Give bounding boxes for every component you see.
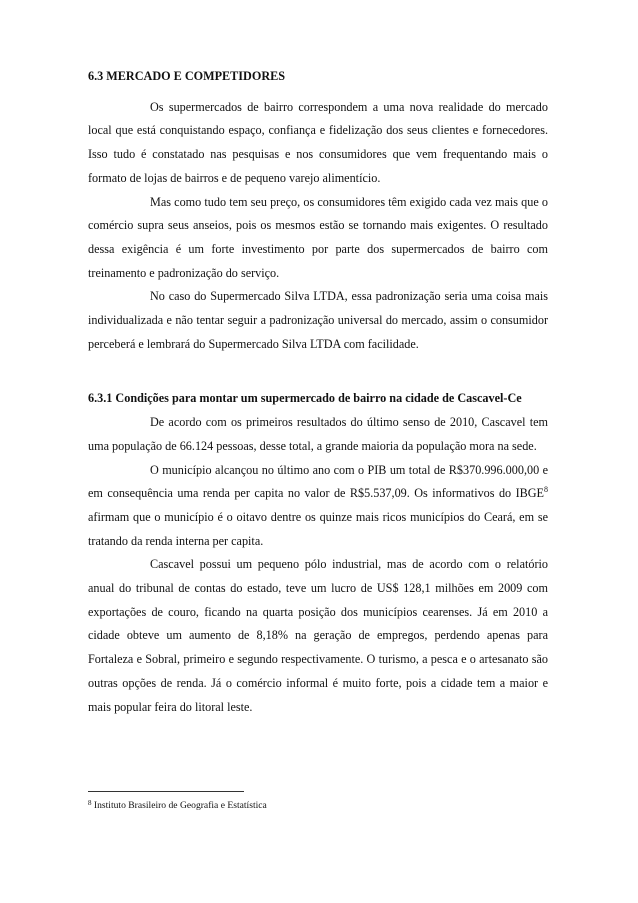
section-paragraph-1: Os supermercados de bairro correspondem a uma nova realidade do mercado local que está conquistando espaço, confiança e fidelização dos seus clientes e fornecedores. Isso tudo é constatado nas pesquisas e nos consumidores que vem frequentando mais o formato de lojas de bairros e de pequeno varejo alimentício. [88,99,548,185]
subsection-paragraph-2 [88,459,548,554]
section-paragraph-2: Mas como tudo tem seu preço, os consumidores têm exigido cada vez mais que o comércio supra seus anseios, pois os mesmos estão se tornando mais exigentes. O resultado dessa exigência é um forte investimento por parte dos supermercados de bairro com treinamento e padronização do serviço. [88,194,548,280]
section-paragraph-3: No caso do Supermercado Silva LTDA, essa padronização seria uma coisa mais individualizada e não tentar seguir a padronização universal do mercado, assim o consumidor perceberá e lembrará do Supermercado Silva LTDA com facilidade. [88,289,548,351]
footnote-text: Instituto Brasileiro de Geografia e Estatística [91,800,267,811]
section-heading: 6.3 MERCADO E COMPETIDORES [88,69,286,83]
paragraph-text-after-ref: afirmam que o município é o oitavo dentre os quinze mais ricos municípios do Ceará, em se tratando da renda interna per capita. [88,509,548,548]
footnote-mark: 8 [88,799,92,807]
page-body [88,65,548,719]
footnote [88,800,548,812]
footnote-reference[interactable]: 8 [544,485,548,495]
footnote-divider [88,791,244,792]
section-spacer [88,356,548,387]
subsection-heading: 6.3.1 Condições para montar um supermercado de bairro na cidade de Cascavel-Ce [88,391,522,406]
subsection-paragraph-1: De acordo com os primeiros resultados do último senso de 2010, Cascavel tem uma população de 66.124 pessoas, desse total, a grande maioria da população mora na sede. [88,415,548,453]
subsection-paragraph-3: Cascavel possui um pequeno pólo industrial, mas de acordo com o relatório anual do tribunal de contas do estado, teve um lucro de US$ 128,1 milhões em 2009 com exportações de couro, ficando na quarta posição dos municípios cearenses. Já em 2010 a cidade obteve um aumento de 8,18% na geração de empregos, perdendo apenas para Fortaleza e Sobral, primeiro e segundo respectivamente. O turismo, a pesca e o artesanato são outras opções de renda. Já o comércio informal é muito forte, pois a cidade tem a maior e mais popular feira do litoral leste. [88,557,548,714]
paragraph-text-before-ref: O município alcançou no último ano com o PIB um total de R$370.996.000,00 e em consequência uma renda per capita no valor de R$5.537,09. Os informativos do IBGE [88,462,548,501]
